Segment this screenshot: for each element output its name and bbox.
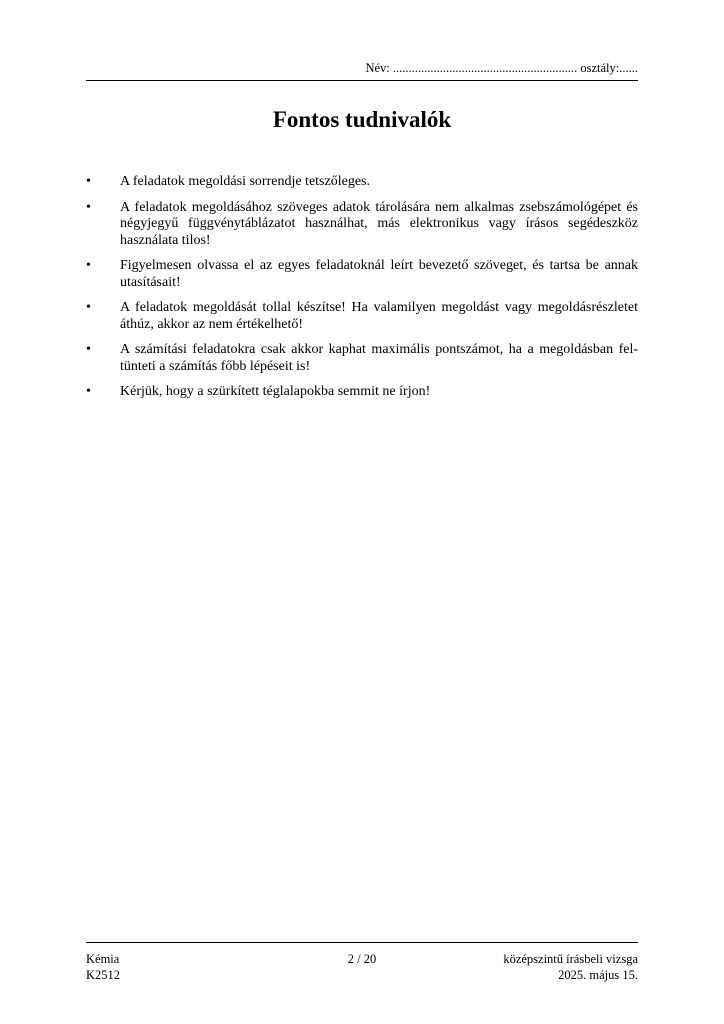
list-item-text: A számítási feladatokra csak akkor kaphat maximális pontszámot, ha a megoldásban fel-tünteti a számítás főbb lépéseit is! xyxy=(120,342,638,374)
bullet-icon: • xyxy=(86,384,91,399)
list-item xyxy=(86,300,638,333)
footer-code: K2512 xyxy=(86,968,121,982)
bullet-icon: • xyxy=(86,300,91,315)
list-item xyxy=(86,200,638,250)
footer-page-number: 2 / 20 xyxy=(347,952,377,966)
bullet-icon: • xyxy=(86,342,91,357)
page-title: Fontos tudnivalók xyxy=(272,107,452,132)
bullet-icon: • xyxy=(86,174,91,189)
header-rule xyxy=(86,80,638,81)
bullet-icon: • xyxy=(86,258,91,273)
list-item xyxy=(86,258,638,291)
footer-subject: Kémia xyxy=(86,952,120,966)
bullet-icon: • xyxy=(86,199,91,215)
instructions-list xyxy=(86,174,638,410)
footer-rule xyxy=(86,942,638,943)
list-item-text: A feladatok megoldási sorrendje tetszőleges. xyxy=(120,174,370,189)
name-class-line: Név: ........................................................... osztály:...... xyxy=(365,61,638,75)
list-item-text: A feladatok megoldásához szöveges adatok tárolására nem alkalmas zsebszámológépet és négyjegyű függvénytáblázatot használhat, más elektronikus vagy írásos segédeszköz használata tilos! xyxy=(120,199,638,248)
footer-date: 2025. május 15. xyxy=(558,968,638,982)
list-item-text: A feladatok megoldását tollal készítse! Ha valamilyen megoldást vagy megoldásrészletet áthúz, akkor az nem értékelhető! xyxy=(120,300,638,332)
list-item-text: Figyelmesen olvassa el az egyes feladatoknál leírt bevezető szöveget, és tartsa be annak utasításait! xyxy=(120,258,638,290)
list-item xyxy=(86,342,638,375)
footer-exam-type: középszintű írásbeli vizsga xyxy=(503,952,638,966)
footer-right xyxy=(503,951,638,983)
list-item xyxy=(86,174,638,191)
list-item xyxy=(86,384,638,401)
list-item-text: Kérjük, hogy a szürkített téglalapokba semmit ne írjon! xyxy=(120,384,431,399)
